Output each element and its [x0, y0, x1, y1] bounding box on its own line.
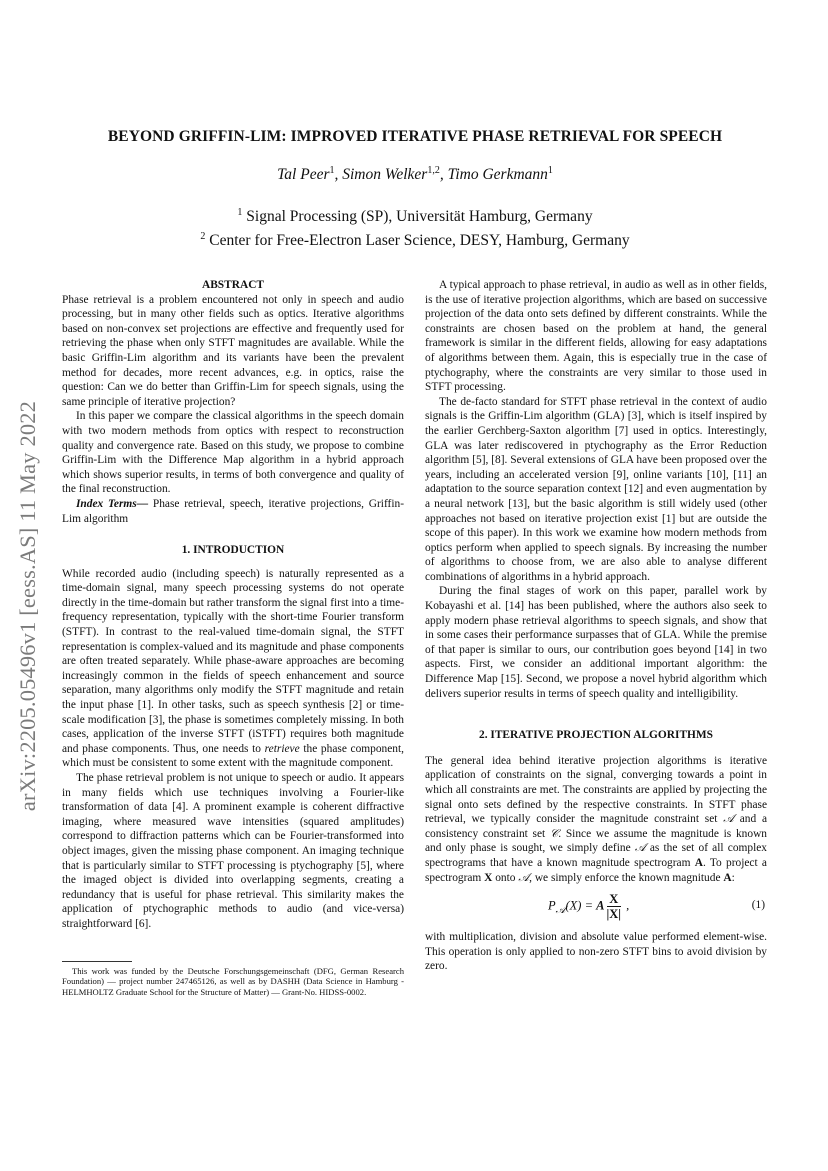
body-paragraph: with multiplication, division and absolute value performed element-wise. This operation is only applied to non-zero STFT bins to avoid division by zero.	[425, 931, 767, 973]
body-paragraph: A typical approach to phase retrieval, in audio as well as in other fields, is the use of iterative projection algorithms, which are based on successive projection of the data onto sets defined by different constraints. While the constraints are chosen based on the problem at hand, the general framework is similar in the different fields, allowing for easy adaptations of algorithms between them. Again, this is especially true in the case of ptychography, where the constraints are very similar to those used in STFT processing.	[425, 279, 767, 394]
eq-factor: A	[596, 898, 605, 913]
eq-argument: (X) =	[565, 898, 597, 913]
affiliation-mark: 1	[237, 207, 243, 218]
text-run: as the set of all complex spectrograms that have a known magnitude spectrogram	[425, 842, 767, 869]
left-column	[62, 278, 404, 932]
text-run: . Since we assume the magnitude is known and only phase is sought, we simply define	[425, 827, 767, 855]
affiliation-mark: 1,2	[427, 165, 440, 176]
eq-numerator: X	[607, 892, 622, 907]
text-run: the phase component, which must be consistent to some extent with the magnitude component.	[62, 742, 405, 770]
arxiv-identifier-text: arXiv:2205.05496v1 [eess.AS] 11 May 2022	[15, 400, 40, 811]
index-terms-label: Index Terms—	[76, 497, 149, 510]
body-paragraph	[425, 754, 767, 885]
math-symbol: 𝒜	[723, 813, 734, 826]
math-symbol: 𝒞	[549, 827, 559, 840]
eq-lhs: P	[548, 898, 556, 913]
equation-1	[425, 888, 767, 926]
text-run: . To project a spectrogram	[425, 856, 767, 884]
affiliations	[60, 203, 770, 251]
body-paragraph	[62, 567, 404, 771]
affiliation-line	[60, 203, 770, 227]
math-symbol: 𝒜	[518, 871, 530, 884]
body-paragraph: The de-facto standard for STFT phase retrieval in the context of audio signals is the Griffin-Lim algorithm (GLA) [3], which is itself inspired by the earlier Gerchberg-Saxton algorithm [7] used in optics. Interestingly, GLA was later rediscovered in ptychography as the Error Reduction algorithm [5], [8]. Several extensions of GLA have been proposed over the years, including an accelerated version [9], online variants [10], [11] an adaptation to the source separation context [12] and even augmentation by a neural network [13], but the basic algorithm is still widely used (other approaches not based on iterative projection exist [1] but are outside the scope of this paper). In this work we examine how modern methods from optics perform when applied to speech signals. By increasing the number of algorithms to choose from, we are also able to analyse different combinations of algorithms in a hybrid approach.	[425, 395, 767, 583]
section-heading-iterative-projection: 2. ITERATIVE PROJECTION ALGORITHMS	[479, 729, 713, 742]
eq-denominator: |X|	[606, 907, 622, 922]
author-list: Tal Peer$^1$, Simon Welker$^{1,2}$, Timo Gerkmann$^1$	[277, 165, 553, 184]
text-run: and a consistency constraint set	[425, 813, 767, 840]
paper-title: BEYOND GRIFFIN-LIM: IMPROVED ITERATIVE PHASE RETRIEVAL FOR SPEECH	[107, 128, 723, 145]
math-symbol: X	[484, 871, 493, 884]
affiliation-line	[60, 227, 770, 251]
section-heading-introduction: 1. INTRODUCTION	[181, 544, 285, 557]
footnote-rule	[62, 961, 132, 962]
arxiv-identifier	[8, 348, 48, 863]
equation-body	[548, 892, 629, 921]
affiliation-mark: 2	[200, 231, 206, 243]
equation-number: (1)	[751, 899, 765, 912]
body-paragraph: During the final stages of work on this paper, parallel work by Kobayashi et al. [14] has been published, where the authors also seek to apply modern phase retrieval algorithms to speech signals, and show that in some cases their performance surpasses that of GLA. While the premise of that paper is similar to ours, our contribution goes beyond [14] in two aspects. First, we consider an additional important algorithm: the Difference Map [15]. Second, we propose a novel hybrid algorithm which delivers superior results in terms of speech quality and intelligibility.	[425, 585, 767, 700]
abstract-paragraph: Phase retrieval is a problem encountered not only in speech and audio processing, but in many other fields such as optics. Iterative algorithms based on non-convex set projections are effective and frequently used for retrieving the phase when only STFT magnitudes are available. While the basic Griffin-Lim algorithm and its variants have been the prevalent method for decades, more recent advances, e.g. in optics, raise the question: Can we do better than Griffin-Lim for speech signals, using the same principle of iterative projection?	[62, 293, 404, 408]
affiliation-mark: 1	[329, 165, 335, 176]
right-column	[425, 278, 767, 974]
emphasis: retrieve	[264, 742, 300, 755]
affiliation-text: Signal Processing (SP), Universität Hamburg, Germany	[246, 208, 593, 226]
text-run: The general idea behind iterative projection algorithms is iterative application of constraints on the signal, converging towards a point in which all constraints are met. The constraints are applied by projecting the signal onto sets defined by the respective constraints. In STFT phase retrieval, we typically consider the magnitude constraint set	[425, 754, 767, 826]
affiliation-mark: 1	[547, 165, 553, 176]
eq-fraction	[607, 892, 622, 921]
author-name: Tal Peer	[277, 166, 330, 184]
eq-tail: ,	[623, 898, 630, 913]
footnote: This work was funded by the Deutsche Forschungsgemeinschaft (DFG, German Research Foundation) — project number 247465126, as well as by DASHH (Data Science in Hamburg - HELMHOLTZ Graduate School for the Structure of Matter) — Grant-No. HIDSS-0002.	[62, 966, 404, 997]
text-run: While recorded audio (including speech) is naturally represented as a time-domain signal, many speech processing systems do not operate directly in the time-domain but rather transform the signal first into a time-frequency representation, typically with the short-time Fourier transform (STFT). In contrast to the real-valued time-domain signal, the STFT representation is complex-valued and its magnitude and phase components are often treated separately. While phase-aware approaches are becoming increasingly common in the fields of speech enhancement and source separation, many algorithms only modify the STFT magnitude and retain the input phase [1]. In other tasks, such as speech synthesis [2] or time-scale modification [3], the phase is sometimes completely missing. In both cases, application of the inverse STFT (iSTFT) requires both magnitude and phase components. Thus, one needs to	[62, 567, 404, 755]
abstract-paragraph: In this paper we compare the classical algorithms in the speech domain with two modern methods from optics with respect to reconstruction quality and convergence rate. Based on this study, we propose to combine Griffin-Lim with the Difference Map algorithm in a hybrid approach which shows superior results, in terms of both convergence and quality of the final reconstruction.	[62, 410, 404, 496]
index-terms	[62, 497, 404, 526]
text-run: , we simply enforce the known magnitude	[529, 871, 724, 884]
abstract-heading: ABSTRACT	[201, 279, 265, 291]
text-run: onto	[492, 871, 519, 884]
body-paragraph: The phase retrieval problem is not unique to speech or audio. It appears in many fields which use techniques involving a Fourier-like transformation of data [4]. A prominent example is coherent diffractive imaging, where measured wave intensities (squared amplitudes) correspond to diffraction patterns which can be Fourier-transformed into object images, given the missing phase component. An imaging technique that is particularly similar to STFT processing is ptychography [5], where the imaged object is divided into overlapping segments, creating a redundancy that is useful for phase retrieval. This similarity makes the application of ptychographic methods to audio (and vice-versa) straightforward [6].	[62, 772, 404, 930]
eq-subscript: 𝒜	[555, 905, 566, 917]
math-symbol: 𝒜	[634, 842, 646, 855]
affiliation-text: Center for Free-Electron Laser Science, DESY, Hamburg, Germany	[209, 232, 630, 250]
math-symbol: A	[694, 856, 703, 869]
author-name: Simon Welker	[342, 166, 428, 184]
math-symbol: A	[723, 871, 732, 884]
text-run: :	[731, 871, 735, 884]
author-name: Timo Gerkmann	[447, 166, 548, 184]
index-terms-text: Phase retrieval, speech, iterative projections, Griffin-Lim algorithm	[62, 497, 404, 525]
